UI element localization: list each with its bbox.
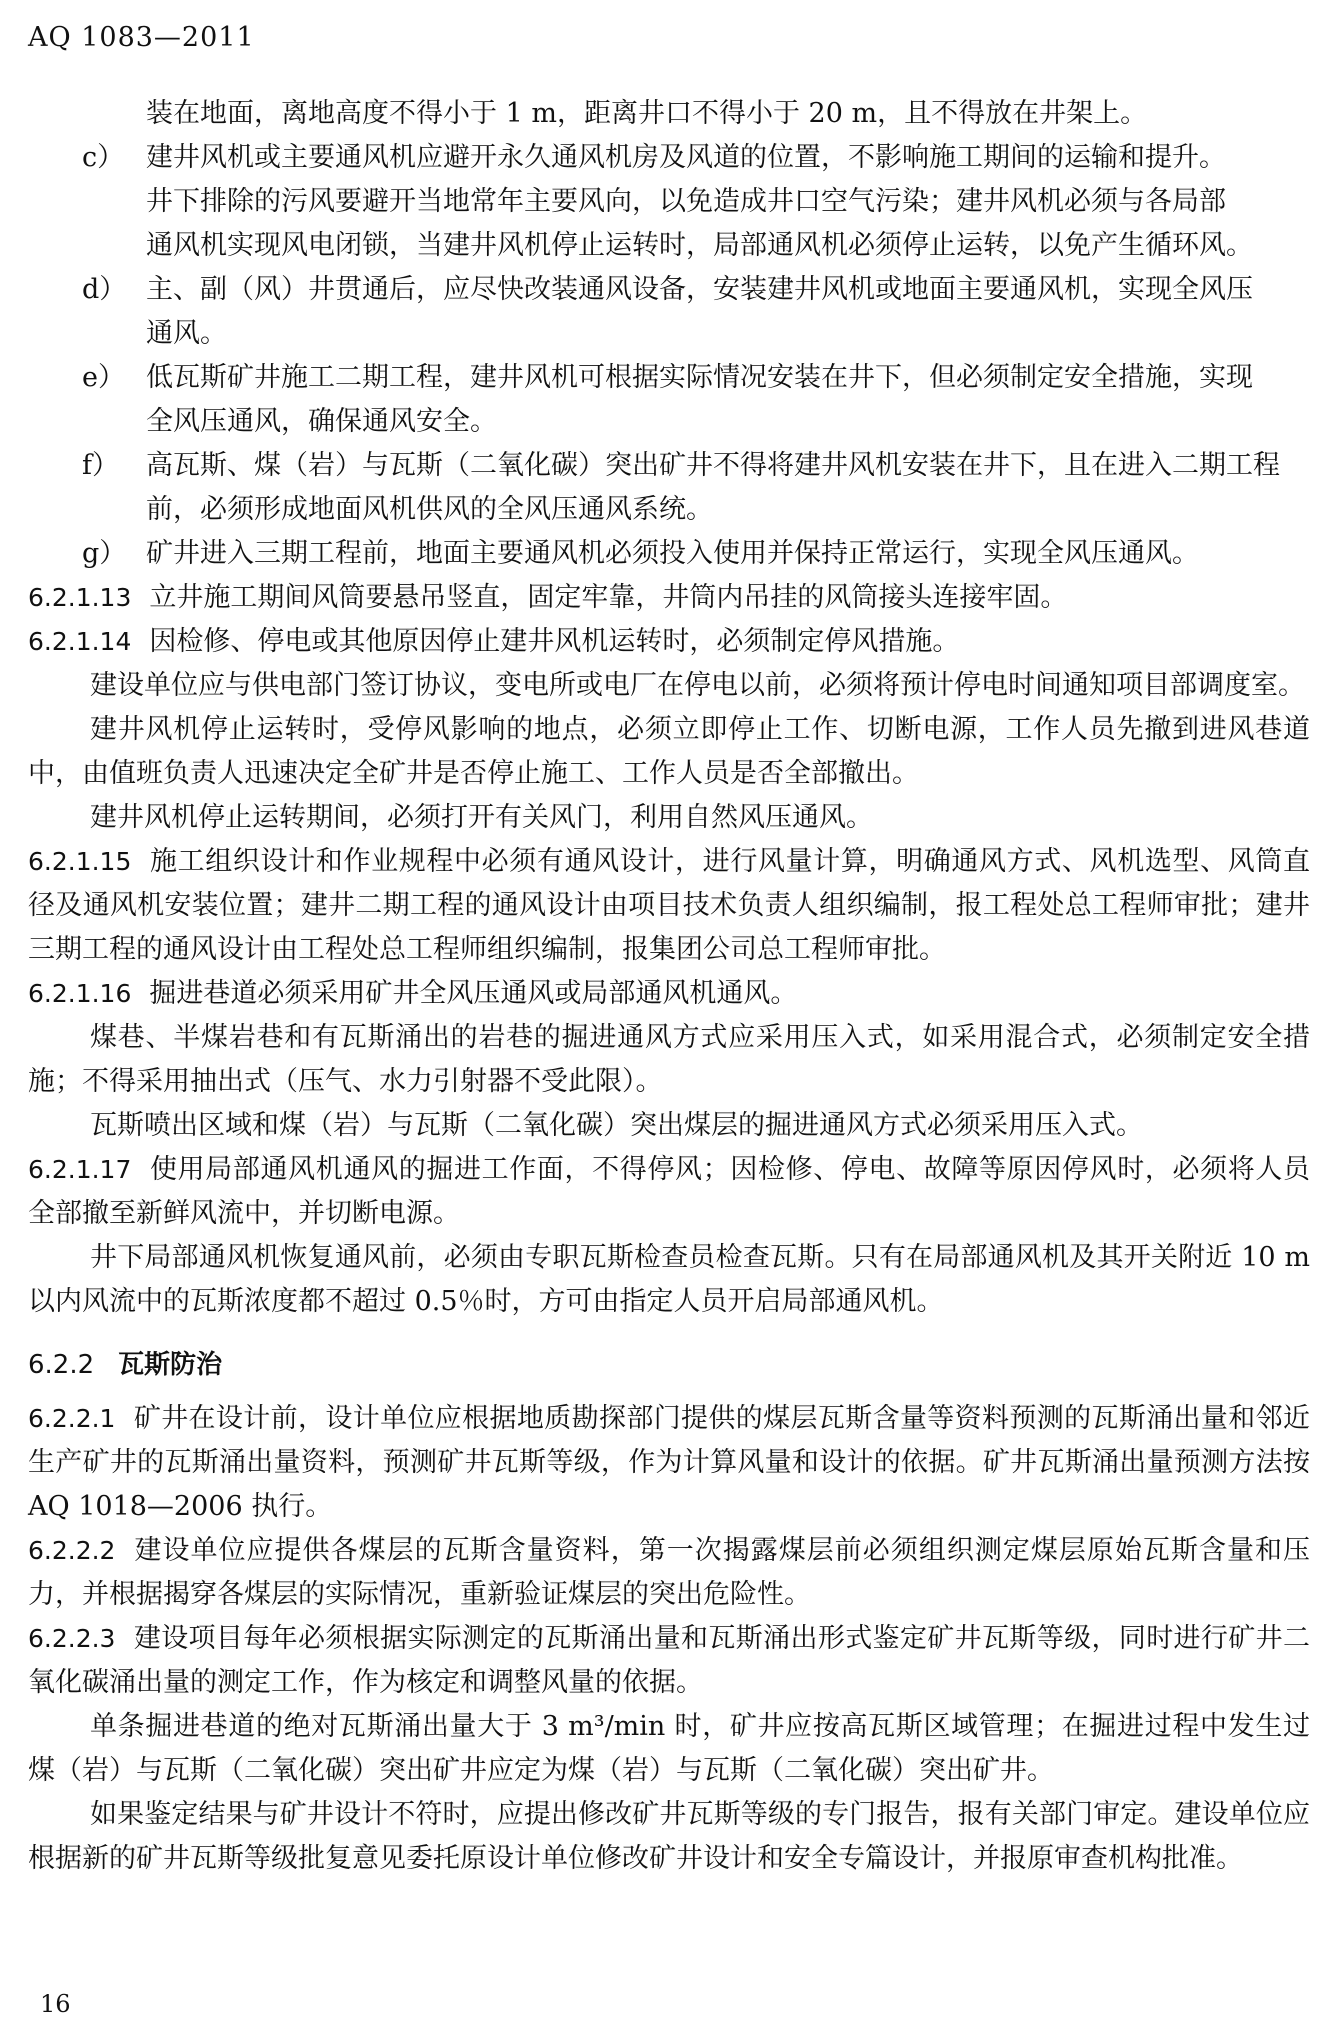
clause-number: 6.2.2.2 bbox=[28, 1536, 116, 1565]
clause-number: 6.2.1.14 bbox=[28, 627, 132, 656]
list-item-text: 高瓦斯、煤（岩）与瓦斯（二氧化碳）突出矿井不得将建井风机安装在井下，且在进入二期工程 bbox=[146, 450, 1280, 481]
list-item-text: 矿井进入三期工程前，地面主要通风机必须投入使用并保持正常运行，实现全风压通风。 bbox=[146, 538, 1199, 569]
list-item bbox=[28, 136, 1310, 268]
list-marker: d） bbox=[82, 274, 127, 305]
list-item-text: 前，必须形成地面风机供风的全风压通风系统。 bbox=[146, 494, 713, 525]
clause-number: 6.2.1.15 bbox=[28, 847, 132, 876]
list-item-text: 全风压通风，确保通风安全。 bbox=[146, 406, 497, 437]
list-item-text: 通风机实现风电闭锁，当建井风机停止运转时，局部通风机必须停止运转，以免产生循环风。 bbox=[146, 230, 1253, 261]
paragraph: 井下局部通风机恢复通风前，必须由专职瓦斯检查员检查瓦斯。只有在局部通风机及其开关附近 10 m 以内风流中的瓦斯浓度都不超过 0.5％时，方可由指定人员开启局部通风机。 bbox=[28, 1242, 1310, 1317]
clause-number: 6.2.2.3 bbox=[28, 1624, 116, 1653]
paragraph: 建设单位应与供电部门签订协议，变电所或电厂在停电以前，必须将预计停电时间通知项目部调度室。 bbox=[90, 670, 1305, 701]
list-item-line bbox=[28, 532, 1310, 576]
clause-text: 建设单位应提供各煤层的瓦斯含量资料，第一次揭露煤层前必须组织测定煤层原始瓦斯含量和压力，并根据揭穿各煤层的实际情况，重新验证煤层的突出危险性。 bbox=[28, 1535, 1310, 1610]
list-item-line bbox=[28, 400, 1310, 444]
clause-text: 使用局部通风机通风的掘进工作面，不得停风；因检修、停电、故障等原因停风时，必须将人员全部撤至新鲜风流中，并切断电源。 bbox=[28, 1154, 1310, 1229]
clause bbox=[28, 840, 1310, 972]
section-number: 6.2.2 bbox=[28, 1350, 95, 1380]
clause-text: 因检修、停电或其他原因停止建井风机运转时，必须制定停风措施。 bbox=[149, 626, 960, 657]
section-heading bbox=[28, 1344, 1310, 1381]
paragraph: 建井风机停止运转时，受停风影响的地点，必须立即停止工作、切断电源，工作人员先撤到进风巷道中，由值班负责人迅速决定全矿井是否停止施工、工作人员是否全部撤出。 bbox=[28, 714, 1310, 789]
page-number: 16 bbox=[40, 1990, 71, 2018]
list-item bbox=[28, 532, 1310, 576]
clause bbox=[28, 1397, 1310, 1529]
list-item-text: 建井风机或主要通风机应避开永久通风机房及风道的位置，不影响施工期间的运输和提升。 bbox=[146, 142, 1226, 173]
clause bbox=[28, 1617, 1310, 1705]
clause-number: 6.2.1.17 bbox=[28, 1155, 132, 1184]
list-item bbox=[28, 268, 1310, 356]
clause-text: 施工组织设计和作业规程中必须有通风设计，进行风量计算，明确通风方式、风机选型、风筒直径及通风机安装位置；建井二期工程的通风设计由项目技术负责人组织编制，报工程处总工程师审批；建井三期工程的通风设计由工程处总工程师组织编制，报集团公司总工程师审批。 bbox=[28, 846, 1310, 965]
document-body bbox=[28, 92, 1310, 1881]
list-item-line bbox=[28, 136, 1310, 180]
clause-text: 立井施工期间风筒要悬吊竖直，固定牢靠，井筒内吊挂的风筒接头连接牢固。 bbox=[149, 582, 1068, 613]
list-item-line bbox=[28, 180, 1310, 224]
list-marker: g） bbox=[82, 538, 127, 569]
continuation-line: 装在地面，离地高度不得小于 1 m，距离井口不得小于 20 m，且不得放在井架上。 bbox=[146, 98, 1148, 129]
clause bbox=[28, 576, 1310, 620]
clause bbox=[28, 1529, 1310, 1617]
list-item-line bbox=[28, 356, 1310, 400]
list-item-text: 低瓦斯矿井施工二期工程，建井风机可根据实际情况安装在井下，但必须制定安全措施，实现 bbox=[146, 362, 1253, 393]
clause-text: 矿井在设计前，设计单位应根据地质勘探部门提供的煤层瓦斯含量等资料预测的瓦斯涌出量和邻近生产矿井的瓦斯涌出量资料，预测矿井瓦斯等级，作为计算风量和设计的依据。矿井瓦斯涌出量预测方法按 AQ 1018—2006 执行。 bbox=[28, 1403, 1310, 1522]
paragraph: 如果鉴定结果与矿井设计不符时，应提出修改矿井瓦斯等级的专门报告，报有关部门审定。建设单位应根据新的矿井瓦斯等级批复意见委托原设计单位修改矿井设计和安全专篇设计，并报原审查机构批准。 bbox=[28, 1799, 1310, 1874]
list-item-line bbox=[28, 312, 1310, 356]
clause bbox=[28, 620, 1310, 664]
list-item-line bbox=[28, 444, 1310, 488]
clause-text: 建设项目每年必须根据实际测定的瓦斯涌出量和瓦斯涌出形式鉴定矿井瓦斯等级，同时进行矿井二氧化碳涌出量的测定工作，作为核定和调整风量的依据。 bbox=[28, 1623, 1310, 1698]
paragraph: 煤巷、半煤岩巷和有瓦斯涌出的岩巷的掘进通风方式应采用压入式，如采用混合式，必须制定安全措施；不得采用抽出式（压气、水力引射器不受此限）。 bbox=[28, 1022, 1310, 1097]
list-item-text: 井下排除的污风要避开当地常年主要风向，以免造成井口空气污染；建井风机必须与各局部 bbox=[146, 186, 1226, 217]
list-marker: c） bbox=[82, 142, 125, 173]
section-title: 瓦斯防治 bbox=[118, 1350, 223, 1380]
paragraph: 瓦斯喷出区域和煤（岩）与瓦斯（二氧化碳）突出煤层的掘进通风方式必须采用压入式。 bbox=[90, 1110, 1143, 1141]
paragraph: 单条掘进巷道的绝对瓦斯涌出量大于 3 m³/min 时，矿井应按高瓦斯区域管理；在掘进过程中发生过煤（岩）与瓦斯（二氧化碳）突出矿井应定为煤（岩）与瓦斯（二氧化碳）突出矿井。 bbox=[28, 1711, 1310, 1786]
clause bbox=[28, 972, 1310, 1016]
list-item-text: 通风。 bbox=[146, 318, 227, 349]
list-item-text: 主、副（风）井贯通后，应尽快改装通风设备，安装建井风机或地面主要通风机，实现全风压 bbox=[146, 274, 1253, 305]
clause-number: 6.2.1.16 bbox=[28, 979, 132, 1008]
list-marker: f） bbox=[82, 450, 119, 481]
clause-number: 6.2.2.1 bbox=[28, 1404, 116, 1433]
list-item bbox=[28, 444, 1310, 532]
list-item-line bbox=[28, 268, 1310, 312]
clause-text: 掘进巷道必须采用矿井全风压通风或局部通风机通风。 bbox=[149, 978, 798, 1009]
clause bbox=[28, 1148, 1310, 1236]
list-item bbox=[28, 356, 1310, 444]
standard-code-header: AQ 1083—2011 bbox=[28, 22, 255, 53]
list-item-line bbox=[28, 488, 1310, 532]
paragraph: 建井风机停止运转期间，必须打开有关风门，利用自然风压通风。 bbox=[90, 802, 873, 833]
list-marker: e） bbox=[82, 362, 125, 393]
clause-number: 6.2.1.13 bbox=[28, 583, 132, 612]
list-item-line bbox=[28, 224, 1310, 268]
